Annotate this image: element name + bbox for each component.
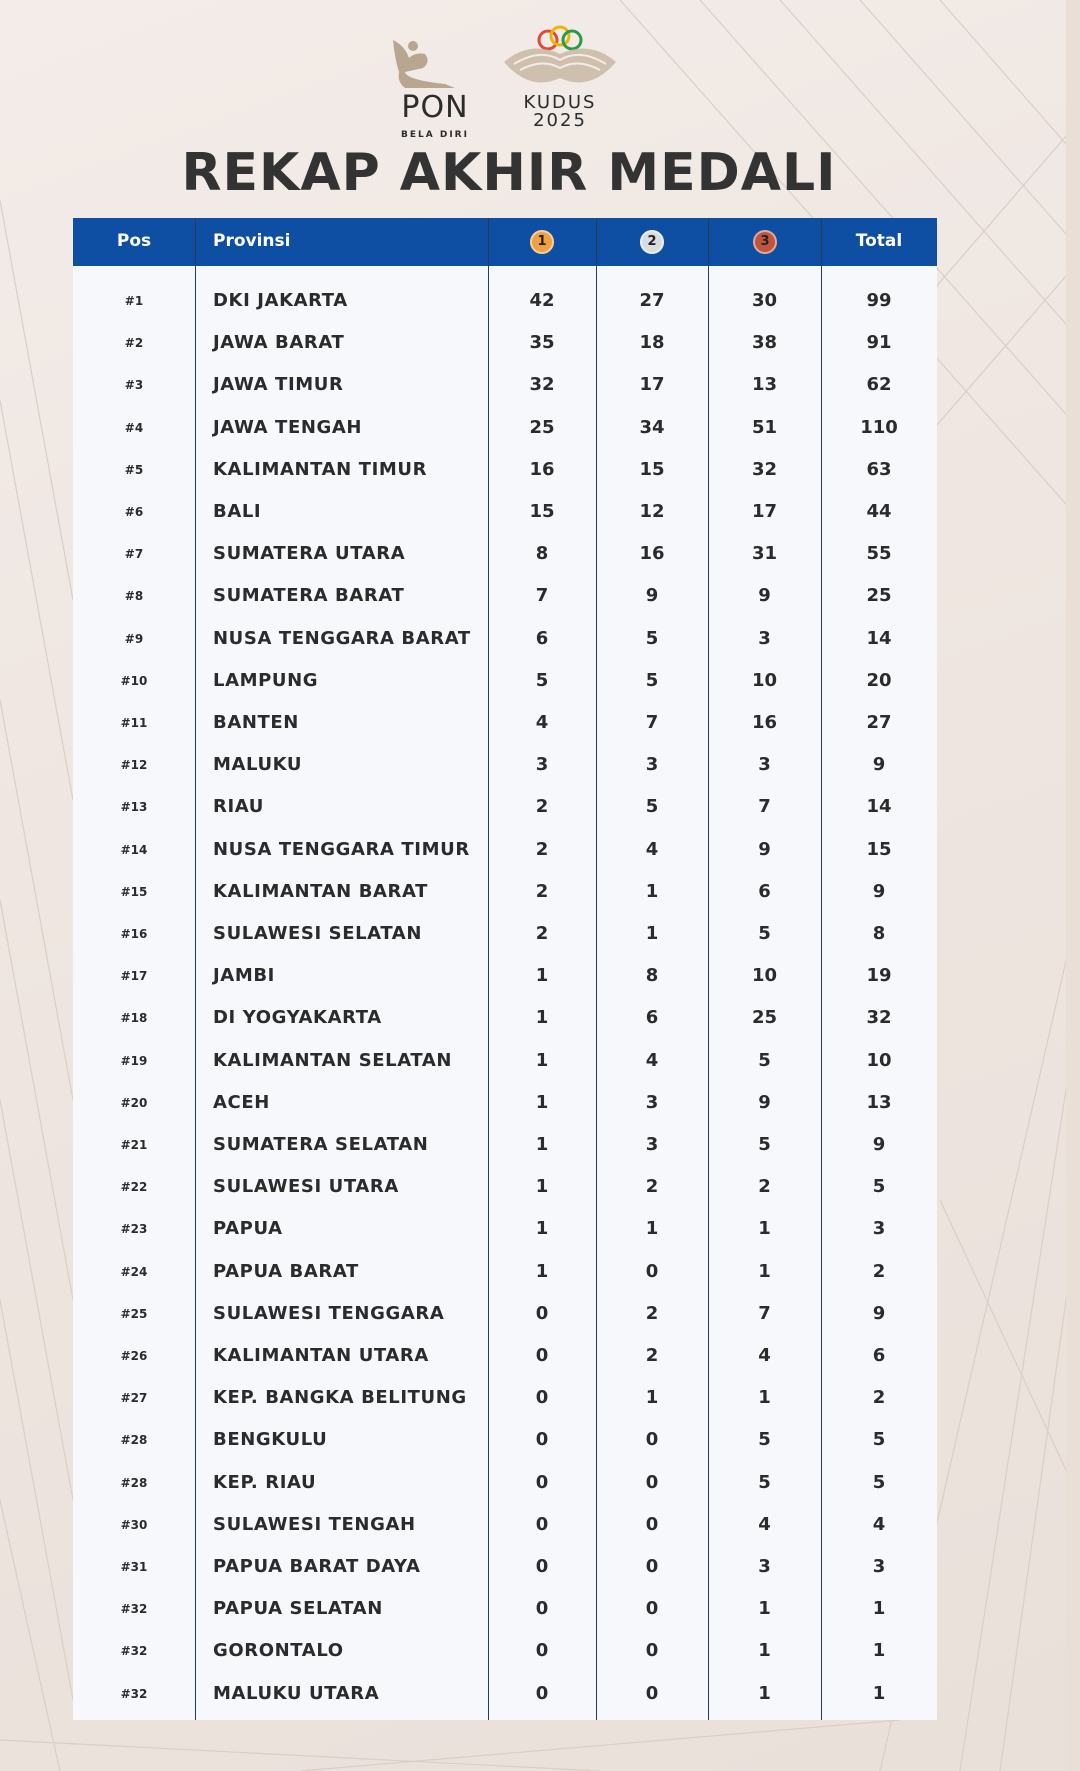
cell-bronze: 30: [751, 290, 778, 311]
cell-province: MALUKU UTARA: [213, 1682, 380, 1704]
table-row: [73, 1462, 937, 1504]
cell-province: SUMATERA UTARA: [213, 543, 406, 565]
cell-province: DKI JAKARTA: [213, 290, 348, 311]
cell-gold: 1: [535, 1049, 549, 1071]
cell-gold: 8: [535, 543, 549, 565]
cell-pos: #22: [120, 1180, 148, 1195]
cell-pos: #28: [120, 1433, 148, 1448]
header-total: Total: [855, 231, 903, 251]
cell-total: 1: [872, 1640, 886, 1662]
cell-province: SULAWESI SELATAN: [213, 923, 422, 944]
cell-gold: 3: [535, 754, 549, 776]
cell-total: 14: [866, 627, 892, 649]
cell-province: MALUKU: [213, 754, 303, 776]
cell-bronze: 10: [751, 669, 778, 691]
cell-total: 3: [872, 1218, 886, 1240]
table-row: [73, 533, 937, 575]
cell-silver: 5: [645, 669, 659, 691]
cell-total: 8: [872, 923, 886, 944]
silver-medal-icon: 2: [640, 230, 664, 254]
cell-province: SUMATERA SELATAN: [213, 1134, 429, 1155]
header-pos: Pos: [116, 231, 152, 251]
cell-province: PAPUA: [213, 1218, 283, 1240]
cell-province: GORONTALO: [213, 1640, 344, 1662]
cell-bronze: 7: [758, 796, 771, 818]
cell-bronze: 3: [758, 754, 771, 776]
cell-total: 20: [866, 669, 892, 691]
cell-gold: 6: [535, 627, 549, 649]
page-title: REKAP AKHIR MEDALI: [181, 143, 837, 203]
cell-bronze: 25: [751, 1007, 778, 1029]
cell-silver: 3: [645, 1134, 659, 1155]
cell-gold: 7: [535, 585, 549, 607]
cell-pos: #32: [120, 1644, 148, 1659]
pon-wordmark: PON: [401, 90, 469, 125]
table-row: [73, 1630, 937, 1672]
cell-silver: 3: [645, 1091, 659, 1113]
pon-subtitle: BELA DIRI: [401, 130, 469, 140]
cell-gold: 25: [529, 416, 555, 438]
cell-gold: 2: [535, 923, 549, 944]
cell-province: ACEH: [213, 1091, 270, 1113]
cell-silver: 5: [645, 796, 659, 818]
cell-bronze: 32: [751, 458, 778, 480]
cell-pos: #14: [120, 842, 148, 857]
cell-total: 2: [872, 1260, 886, 1282]
cell-total: 9: [872, 1134, 886, 1155]
cell-gold: 1: [535, 965, 549, 987]
cell-bronze: 1: [758, 1218, 771, 1240]
cell-silver: 1: [645, 880, 659, 902]
cell-pos: #21: [120, 1138, 148, 1152]
cell-pos: #3: [124, 378, 144, 393]
cell-province: PAPUA SELATAN: [213, 1598, 383, 1620]
kudus-line-2: 2025: [533, 110, 587, 131]
cell-bronze: 5: [758, 1134, 771, 1155]
cell-pos: #27: [120, 1391, 148, 1406]
table-row: [73, 280, 937, 322]
cell-bronze: 51: [751, 416, 778, 438]
cell-total: 1: [872, 1598, 886, 1620]
table-row: [73, 1166, 937, 1208]
cell-total: 10: [866, 1049, 892, 1071]
cell-gold: 32: [529, 374, 555, 396]
table-row: [73, 913, 937, 955]
cell-bronze: 2: [758, 1176, 771, 1198]
cell-total: 99: [866, 290, 892, 311]
header-logos: [0, 22, 1080, 142]
cell-silver: 2: [645, 1176, 659, 1198]
cell-silver: 0: [645, 1682, 659, 1704]
right-edge-strip: [1066, 0, 1080, 1771]
cell-gold: 0: [535, 1345, 549, 1366]
cell-silver: 5: [645, 627, 659, 649]
cell-bronze: 5: [758, 1429, 771, 1451]
cell-total: 44: [866, 501, 892, 522]
table-row: [73, 1251, 937, 1293]
cell-bronze: 1: [758, 1640, 771, 1662]
cell-silver: 4: [645, 1049, 659, 1071]
cell-total: 91: [866, 332, 892, 354]
cell-province: BANTEN: [213, 712, 299, 733]
cell-silver: 3: [645, 754, 659, 776]
cell-pos: #5: [124, 462, 144, 477]
cell-silver: 15: [639, 458, 665, 480]
cell-gold: 0: [535, 1387, 549, 1409]
cell-bronze: 5: [758, 923, 771, 944]
table-row: [73, 1335, 937, 1377]
cell-gold: 5: [535, 669, 549, 691]
cell-province: SULAWESI TENGGARA: [213, 1302, 445, 1324]
cell-bronze: 31: [751, 543, 778, 565]
cell-bronze: 9: [758, 1091, 771, 1113]
table-row: [73, 744, 937, 786]
cell-silver: 2: [645, 1302, 659, 1324]
cell-pos: #19: [120, 1053, 148, 1068]
cell-total: 6: [872, 1345, 886, 1366]
cell-province: RIAU: [213, 796, 264, 818]
cell-pos: #6: [124, 505, 144, 519]
medal-table: [73, 218, 937, 1720]
cell-pos: #30: [120, 1517, 148, 1532]
cell-bronze: 13: [751, 374, 778, 396]
cell-bronze: 4: [758, 1513, 771, 1535]
cell-bronze: 9: [758, 585, 771, 607]
cell-silver: 0: [645, 1556, 659, 1577]
table-row: [73, 1124, 937, 1166]
cell-bronze: 1: [758, 1387, 771, 1409]
table-row: [73, 1673, 937, 1715]
cell-province: KALIMANTAN SELATAN: [213, 1049, 453, 1071]
cell-province: DI YOGYAKARTA: [213, 1007, 382, 1029]
table-row: [73, 364, 937, 406]
cell-pos: #20: [120, 1095, 148, 1110]
cell-silver: 12: [639, 501, 665, 522]
cell-total: 5: [872, 1471, 886, 1493]
kudus-logo: [500, 22, 620, 142]
cell-province: BENGKULU: [213, 1429, 328, 1451]
cell-gold: 2: [535, 796, 549, 818]
cell-silver: 0: [645, 1598, 659, 1620]
gold-medal-icon: 1: [530, 230, 554, 254]
table-row: [73, 1377, 937, 1419]
cell-gold: 15: [529, 501, 555, 522]
cell-pos: #10: [120, 673, 148, 688]
cell-silver: 27: [639, 290, 665, 311]
table-row: [73, 1546, 937, 1588]
cell-province: KALIMANTAN BARAT: [213, 880, 429, 902]
cell-province: JAWA TIMUR: [213, 374, 344, 396]
cell-province: PAPUA BARAT DAYA: [213, 1556, 421, 1577]
cell-pos: #8: [124, 589, 144, 604]
cell-bronze: 3: [758, 627, 771, 649]
cell-gold: 35: [529, 332, 555, 354]
table-row: [73, 955, 937, 997]
table-row: [73, 1293, 937, 1335]
cell-silver: 17: [639, 374, 665, 396]
cell-pos: #32: [120, 1602, 148, 1617]
pon-logo: [385, 32, 485, 142]
cell-gold: 2: [535, 880, 549, 902]
table-row: [73, 871, 937, 913]
table-row: [73, 829, 937, 871]
cell-silver: 7: [645, 712, 659, 733]
cell-total: 27: [866, 712, 892, 733]
cell-bronze: 1: [758, 1260, 771, 1282]
table-row: [73, 322, 937, 364]
cell-province: LAMPUNG: [213, 669, 319, 691]
header-province: Provinsi: [213, 231, 291, 251]
martial-artist-icon: [385, 32, 485, 92]
table-row: [73, 1040, 937, 1082]
cell-silver: 4: [645, 838, 659, 860]
cell-province: JAMBI: [213, 965, 275, 987]
cell-pos: #9: [124, 631, 144, 646]
table-row: [73, 997, 937, 1039]
cell-total: 9: [872, 1302, 886, 1324]
bronze-medal-icon: 3: [753, 230, 777, 254]
cell-pos: #17: [120, 969, 148, 984]
cell-pos: #18: [120, 1011, 148, 1026]
cell-province: SUMATERA BARAT: [213, 585, 405, 607]
cell-silver: 0: [645, 1640, 659, 1662]
cell-silver: 1: [645, 1387, 659, 1409]
cell-pos: #31: [120, 1560, 148, 1574]
cell-gold: 1: [535, 1091, 549, 1113]
cell-silver: 0: [645, 1513, 659, 1535]
cell-silver: 2: [645, 1345, 659, 1366]
cell-total: 9: [872, 880, 886, 902]
table-row: [73, 407, 937, 449]
cell-total: 110: [860, 416, 898, 438]
cell-pos: #23: [120, 1222, 148, 1237]
cell-silver: 9: [645, 585, 659, 607]
cell-gold: 0: [535, 1302, 549, 1324]
table-header: [73, 218, 937, 266]
cell-gold: 1: [535, 1260, 549, 1282]
cell-silver: 18: [639, 332, 665, 354]
cell-gold: 1: [535, 1134, 549, 1155]
table-row: [73, 786, 937, 828]
table-row: [73, 1208, 937, 1250]
cell-pos: #12: [120, 758, 148, 773]
cell-total: 25: [866, 585, 892, 607]
cell-total: 63: [866, 458, 892, 480]
cell-bronze: 3: [758, 1556, 771, 1577]
cell-gold: 16: [529, 458, 555, 480]
cell-pos: #1: [124, 294, 144, 308]
cell-gold: 1: [535, 1218, 549, 1240]
table-row: [73, 1082, 937, 1124]
cell-silver: 8: [645, 965, 659, 987]
cell-bronze: 5: [758, 1049, 771, 1071]
cell-gold: 0: [535, 1640, 549, 1662]
cell-silver: 1: [645, 923, 659, 944]
cell-silver: 0: [645, 1471, 659, 1493]
table-row: [73, 575, 937, 617]
cell-province: NUSA TENGGARA BARAT: [213, 627, 471, 649]
table-row: [73, 702, 937, 744]
cell-pos: #11: [120, 716, 148, 730]
cell-total: 5: [872, 1429, 886, 1451]
cell-silver: 0: [645, 1260, 659, 1282]
cell-gold: 0: [535, 1429, 549, 1451]
cell-silver: 1: [645, 1218, 659, 1240]
cell-total: 9: [872, 754, 886, 776]
cell-total: 14: [866, 796, 892, 818]
cell-pos: #13: [120, 800, 148, 815]
cell-province: KALIMANTAN UTARA: [213, 1345, 429, 1366]
cell-total: 62: [866, 374, 892, 396]
cell-gold: 4: [535, 712, 549, 733]
cell-bronze: 4: [758, 1345, 771, 1366]
cell-total: 1: [872, 1682, 886, 1704]
cell-bronze: 6: [758, 880, 771, 902]
cell-total: 5: [872, 1176, 886, 1198]
cell-pos: #26: [120, 1349, 148, 1363]
cell-gold: 0: [535, 1682, 549, 1704]
cell-province: JAWA BARAT: [213, 332, 345, 354]
cell-gold: 0: [535, 1471, 549, 1493]
cell-gold: 1: [535, 1007, 549, 1029]
cell-total: 15: [866, 838, 892, 860]
cell-silver: 0: [645, 1429, 659, 1451]
cell-province: KALIMANTAN TIMUR: [213, 458, 428, 480]
table-row: [73, 1588, 937, 1630]
cell-gold: 42: [529, 290, 555, 311]
table-row: [73, 491, 937, 533]
cell-bronze: 16: [751, 712, 778, 733]
cell-bronze: 7: [758, 1302, 771, 1324]
cell-total: 32: [866, 1007, 892, 1029]
table-row: [73, 618, 937, 660]
cell-total: 13: [866, 1091, 892, 1113]
cell-pos: #16: [120, 927, 148, 941]
cell-gold: 0: [535, 1513, 549, 1535]
cell-province: SULAWESI UTARA: [213, 1176, 399, 1198]
cell-pos: #32: [120, 1686, 148, 1701]
cell-province: KEP. RIAU: [213, 1471, 317, 1493]
cell-bronze: 17: [751, 501, 778, 522]
cell-pos: #15: [120, 884, 148, 899]
cell-total: 3: [872, 1556, 886, 1577]
cell-province: PAPUA BARAT: [213, 1260, 359, 1282]
cell-province: SULAWESI TENGAH: [213, 1513, 416, 1535]
cell-bronze: 10: [751, 965, 778, 987]
table-row: [73, 1419, 937, 1461]
cell-gold: 1: [535, 1176, 549, 1198]
cell-silver: 34: [639, 416, 665, 438]
cell-bronze: 9: [758, 838, 771, 860]
cell-bronze: 5: [758, 1471, 771, 1493]
cell-province: JAWA TENGAH: [213, 416, 363, 438]
table-row: [73, 1504, 937, 1546]
cell-total: 55: [866, 543, 892, 565]
cell-province: BALI: [213, 501, 262, 522]
cell-province: NUSA TENGGARA TIMUR: [213, 838, 470, 860]
cell-pos: #2: [124, 336, 144, 351]
cell-total: 4: [872, 1513, 886, 1535]
table-row: [73, 449, 937, 491]
kudus-wordmark: [500, 94, 620, 130]
cell-pos: #4: [124, 420, 144, 435]
cell-pos: #28: [120, 1475, 148, 1490]
rings-icon: [500, 22, 620, 92]
cell-gold: 0: [535, 1598, 549, 1620]
cell-province: KEP. BANGKA BELITUNG: [213, 1387, 467, 1409]
cell-bronze: 1: [758, 1598, 771, 1620]
cell-silver: 6: [645, 1007, 659, 1029]
cell-silver: 16: [639, 543, 665, 565]
cell-gold: 0: [535, 1556, 549, 1577]
kudus-line-1: KUDUS: [523, 92, 597, 113]
cell-pos: #24: [120, 1264, 148, 1279]
cell-total: 19: [866, 965, 892, 987]
cell-pos: #25: [120, 1306, 148, 1321]
table-row: [73, 660, 937, 702]
cell-gold: 2: [535, 838, 549, 860]
cell-bronze: 38: [751, 332, 778, 354]
cell-pos: #7: [124, 547, 144, 562]
cell-total: 2: [872, 1387, 886, 1409]
cell-bronze: 1: [758, 1682, 771, 1704]
